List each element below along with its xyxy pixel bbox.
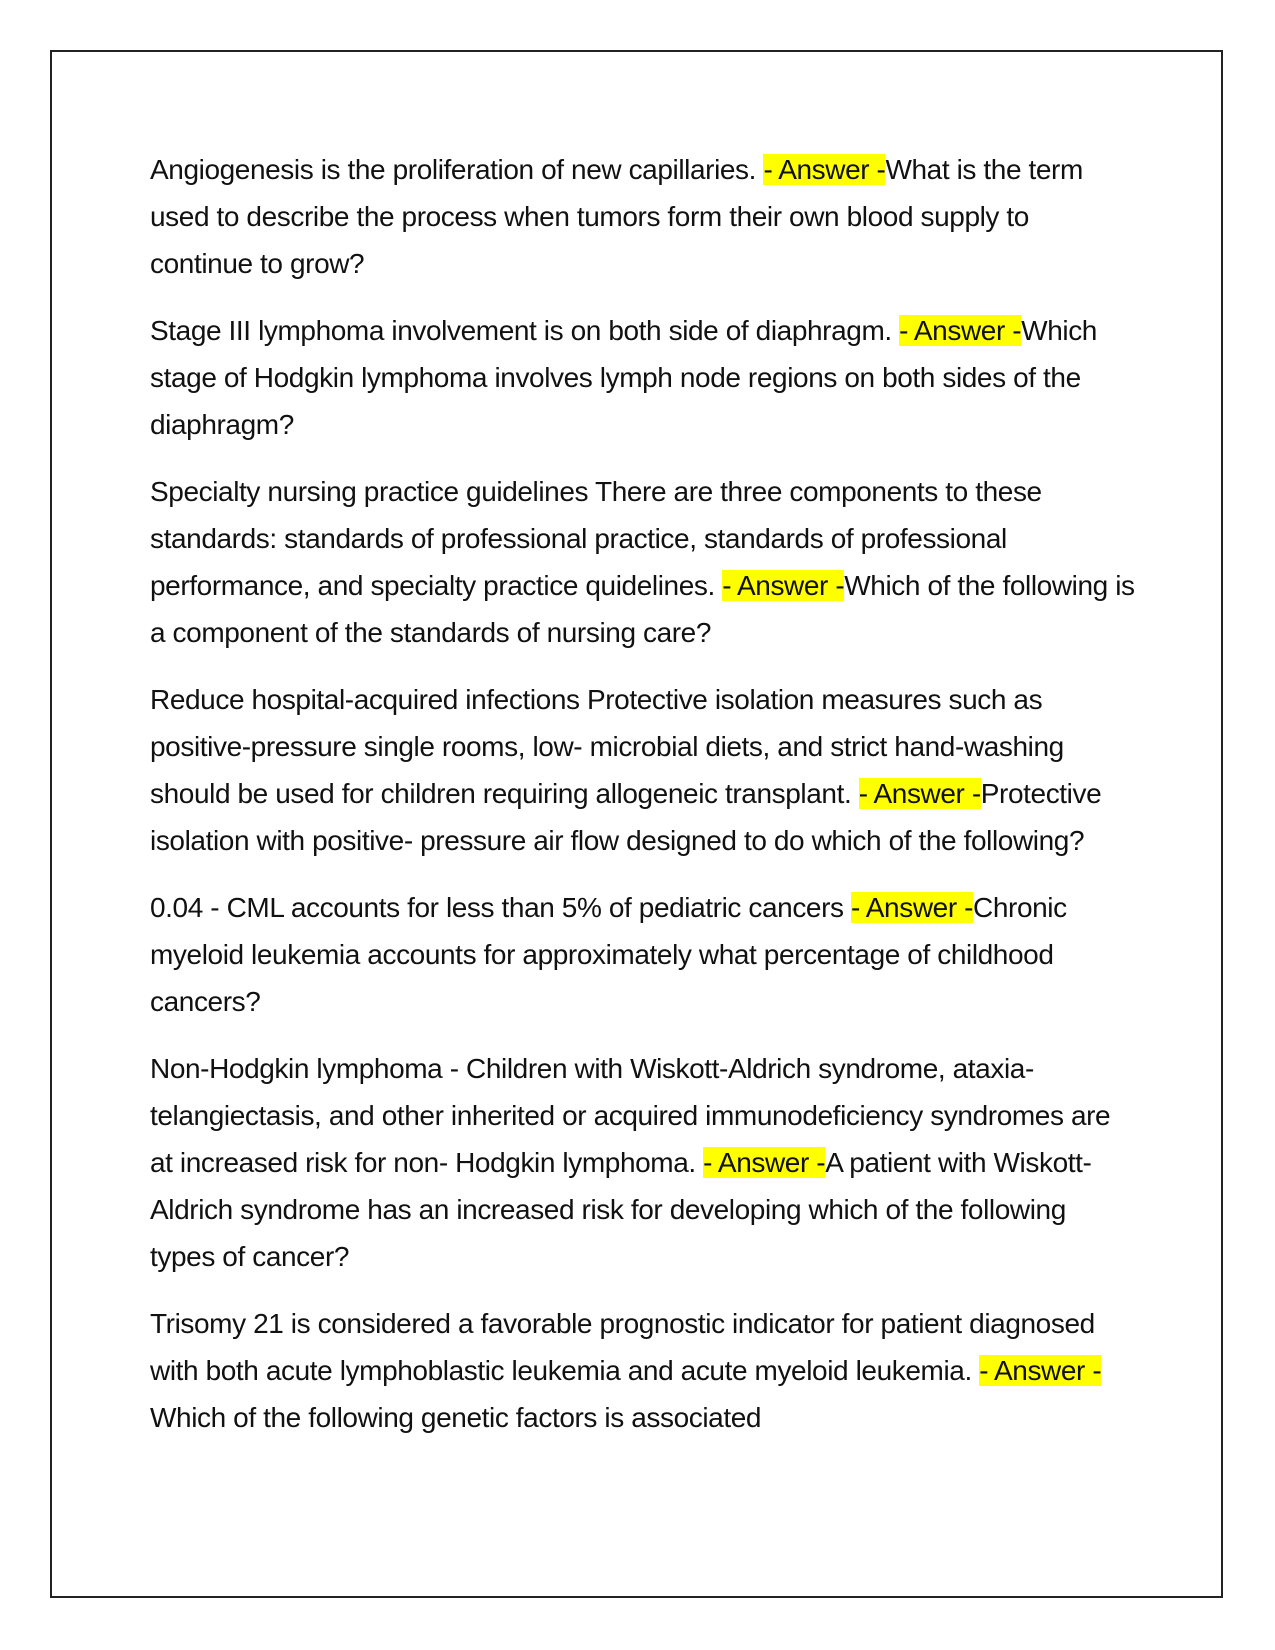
qa-item [150, 1300, 1135, 1441]
answer-text: Reduce hospital-acquired infections Protective isolation measures such as positive-pressure single rooms, low- microbial diets, and strict hand-washing should be used for children requiring allogeneic transplant. [150, 684, 1064, 809]
qa-item [150, 884, 1135, 1025]
answer-marker-highlight: - Answer - [763, 154, 886, 185]
answer-text: Angiogenesis is the proliferation of new capillaries. [150, 154, 757, 185]
qa-item [150, 676, 1135, 864]
question-text: Chronic myeloid leukemia accounts for approximately what percentage of childhood cancers? [150, 892, 1067, 1017]
answer-text: Trisomy 21 is considered a favorable prognostic indicator for patient diagnosed with both acute lymphoblastic leukemia and acute myeloid leukemia. [150, 1308, 1095, 1386]
qa-item [150, 468, 1135, 656]
qa-item [150, 1045, 1135, 1280]
answer-marker-highlight: - Answer - [851, 892, 974, 923]
question-text: Which of the following genetic factors is associated [150, 1402, 762, 1433]
answer-marker-highlight: - Answer - [858, 778, 981, 809]
document-body [150, 146, 1135, 1461]
answer-marker-highlight: - Answer - [979, 1355, 1102, 1386]
qa-item [150, 146, 1135, 287]
question-text: Which stage of Hodgkin lymphoma involves lymph node regions on both sides of the diaphragm? [150, 315, 1097, 440]
answer-text: Stage III lymphoma involvement is on both side of diaphragm. [150, 315, 892, 346]
answer-text: 0.04 - CML accounts for less than 5% of pediatric cancers [150, 892, 844, 923]
answer-text: Specialty nursing practice guidelines There are three components to these standards: standards of professional practice, standards of professional performance, and specialty practice quidelines. [150, 476, 1042, 601]
qa-item [150, 307, 1135, 448]
question-text: A patient with Wiskott-Aldrich syndrome has an increased risk for developing which of the following types of cancer? [150, 1147, 1092, 1272]
question-text: Which of the following is a component of the standards of nursing care? [150, 570, 1135, 648]
answer-marker-highlight: - Answer - [899, 315, 1022, 346]
answer-marker-highlight: - Answer - [703, 1147, 826, 1178]
question-text: What is the term used to describe the process when tumors form their own blood supply to continue to grow? [150, 154, 1083, 279]
answer-marker-highlight: - Answer - [722, 570, 845, 601]
answer-text: Non-Hodgkin lymphoma - Children with Wiskott-Aldrich syndrome, ataxia-telangiectasis, and other inherited or acquired immunodeficiency syndromes are at increased risk for non- Hodgkin lymphoma. [150, 1053, 1111, 1178]
question-text: Protective isolation with positive- pressure air flow designed to do which of the following? [150, 778, 1102, 856]
